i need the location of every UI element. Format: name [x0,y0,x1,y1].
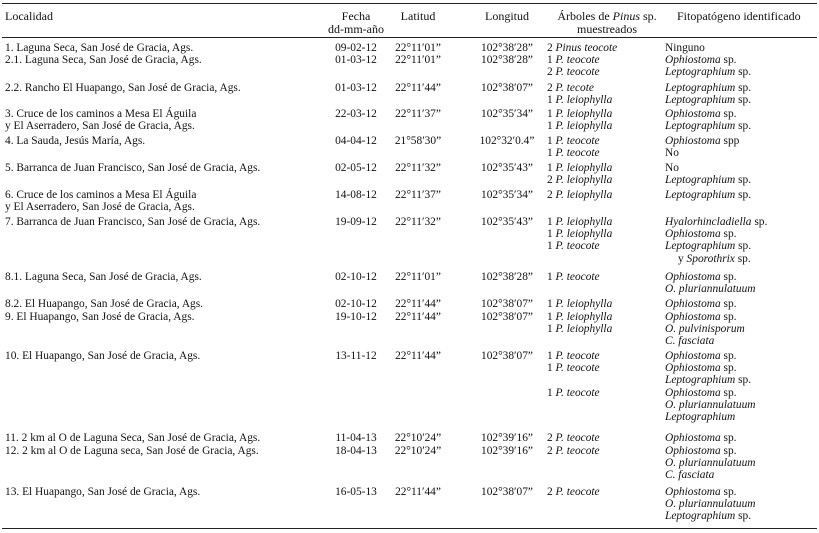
cell-localidad [5,350,200,362]
cell-fitopatogeno [665,189,751,201]
fitopatogeno-name: Ophiostoma [665,445,721,457]
localidad-line: 11. 2 km al O de Laguna Seca, San José de Gracia, Ags. [5,432,261,444]
fitopatogeno-line [665,240,767,252]
cell-fecha: 02-05-12 [335,162,377,174]
fitopatogeno-name: No [665,147,679,160]
arbol-line [547,350,600,362]
header-arboles [553,10,661,36]
fitopatogeno-line [665,486,756,498]
fitopatogeno-suffix: sp. [735,120,752,133]
fitopatogeno-line [665,335,745,347]
cell-fecha: 01-03-12 [335,54,377,66]
cell-fitopatogeno [665,486,756,523]
header-rule [2,37,817,38]
fitopatogeno-suffix: sp. [720,486,737,498]
arbol-line [547,228,612,240]
cell-longitud: 102°35′34” [481,189,533,201]
cell-localidad [5,486,200,498]
header-arboles-sp: sp. [643,9,657,23]
arbol-line [547,216,612,228]
localidad-line: 13. El Huapango, San José de Gracia, Ags. [5,486,201,498]
fitopatogeno-suffix: sp. [751,216,768,228]
cell-arboles [547,216,612,253]
cell-arboles [547,311,612,335]
fitopatogeno-line [665,298,737,310]
cell-latitud: 22°11′01” [395,271,441,283]
top-rule [2,3,817,4]
cell-arboles [547,82,612,106]
fitopatogeno-name: Ophiostoma [665,271,721,283]
cell-longitud: 102°39′16” [481,445,533,457]
fitopatogeno-line [665,350,756,362]
header-fitopatogeno: Fitopatógeno identificado [677,9,801,23]
fitopatogeno-name: Leptographium [665,120,736,133]
arbol-line [547,240,612,252]
cell-latitud: 22°11′44” [395,486,441,498]
localidad-line: 7. Barranca de Juan Francisco, San José de Gracia, Ags. [5,216,261,228]
arbol-line [547,432,600,444]
fitopatogeno-name: O. pluriannulatuum [665,283,756,296]
arbol-line [547,82,612,94]
header-arboles-text: Árboles de [557,9,610,23]
cell-fitopatogeno [665,311,745,348]
arbol-species: P. leiophylla [555,94,613,107]
cell-fitopatogeno [665,445,756,482]
fitopatogeno-line [665,42,705,54]
fitopatogeno-suffix: spp [720,135,740,147]
arbol-species: P. leiophylla [555,162,613,174]
header-fecha [320,10,392,36]
arbol-count: 1 [547,362,556,375]
arbol-species: P. teocote [555,486,600,498]
fitopatogeno-name: Leptographium [665,174,736,187]
cell-fitopatogeno [665,432,737,444]
cell-longitud: 102°38′07” [481,298,533,310]
cell-fitopatogeno [665,271,756,295]
arbol-count: 2 [547,486,556,498]
cell-fitopatogeno [665,216,767,265]
cell-localidad [5,445,259,457]
fitopatogeno-line [665,66,751,78]
arbol-species: P. teocote [555,135,600,147]
fitopatogeno-line [665,216,767,228]
arbol-species: P. leiophylla [555,120,613,133]
arbol-species: P. leiophylla [555,174,613,187]
cell-fitopatogeno [665,350,756,423]
localidad-line: 4. La Sauda, Jesús María, Ags. [5,135,146,147]
header-localidad: Localidad [5,9,53,23]
arbol-line [547,162,612,174]
cell-longitud: 102°35′43” [481,216,533,228]
arbol-species: P. leiophylla [555,108,613,120]
arbol-species: P. teocote [555,271,600,283]
fitopatogeno-name: Leptographium [665,240,736,253]
fitopatogeno-suffix: sp. [720,54,737,66]
fitopatogeno-line [665,510,756,522]
cell-fitopatogeno [665,42,705,54]
fitopatogeno-name: Leptographium [665,66,736,79]
fitopatogeno-name: Ophiostoma [665,108,721,120]
header-fecha-line2: dd-mm-año [328,22,384,36]
fitopatogeno-name: Ophiostoma [665,135,721,147]
localidad-line: y El Aserradero, San José de Gracia, Ags. [5,120,195,133]
arbol-species: P. leiophylla [555,298,613,310]
arbol-line [547,374,600,386]
cell-latitud: 22°10′24” [394,432,442,444]
cell-longitud: 102°38′28” [481,42,533,54]
fitopatogeno-name: Ophiostoma [665,432,721,444]
fitopatogeno-name: Leptographium [665,510,736,523]
arbol-count: 1 [547,135,556,147]
fitopatogeno-suffix: sp. [720,271,737,283]
fitopatogeno-suffix: sp. [720,362,737,375]
fitopatogeno-name: Ophiostoma [665,350,721,362]
fitopatogeno-suffix: sp. [735,189,752,201]
cell-localidad [5,311,195,323]
fitopatogeno-line [665,399,756,411]
cell-fecha: 16-05-13 [335,486,377,498]
arbol-species: P. teocote [555,432,600,444]
localidad-line: 2.2. Rancho El Huapango, San José de Gracia, Ags. [5,82,241,94]
arbol-species: P. leiophylla [555,323,613,336]
fitopatogeno-suffix: sp. [720,386,737,399]
cell-fecha: 11-04-13 [335,432,377,444]
fitopatogeno-suffix: sp. [734,252,751,265]
arbol-count: 1 [547,298,556,310]
fitopatogeno-line [665,432,737,444]
fitopatogeno-name: Ninguno [665,42,705,54]
cell-fecha: 01-03-12 [335,82,377,94]
cell-fitopatogeno [665,108,751,132]
arbol-line [547,174,612,186]
arbol-line [547,387,600,399]
fitopatogeno-line [665,82,751,94]
bottom-rule [2,528,817,529]
cell-arboles [547,135,600,159]
cell-localidad [5,82,241,94]
arbol-species: P. teocote [555,240,600,253]
fitopatogeno-suffix: sp. [720,298,737,310]
cell-fitopatogeno [665,162,751,186]
fitopatogeno-line [665,147,739,159]
arbol-count: 1 [547,216,556,228]
localidad-line: 8.1. Laguna Seca, San José de Gracia, Ags. [5,271,202,283]
arbol-line [547,54,600,66]
fitopatogeno-name: Ophiostoma [665,362,721,375]
fitopatogeno-name: No [665,162,679,174]
cell-longitud: 102°32′0.4” [479,135,535,147]
fitopatogeno-line [665,374,756,386]
cell-arboles [547,271,600,283]
arbol-count: 1 [547,271,556,283]
cell-longitud: 102°35′34” [481,108,533,120]
arbol-count: 1 [547,228,556,241]
cell-latitud: 21°58′30” [394,135,442,147]
arbol-species: Pinus teocote [555,42,618,54]
arbol-line [547,445,600,457]
cell-latitud: 22°11′44” [395,298,441,310]
fitopatogeno-line [665,189,751,201]
fitopatogeno-name: Leptographium [665,189,736,201]
cell-longitud: 102°38′07” [481,311,533,323]
fitopatogeno-suffix: sp. [735,240,752,253]
fitopatogeno-name: Leptographium [665,410,736,423]
fitopatogeno-line [665,469,756,481]
arbol-species: P. leiophylla [555,228,613,241]
arbol-species: P. teocote [555,445,600,457]
cell-latitud: 22°11′44” [395,82,441,94]
arbol-line [547,189,612,201]
fitopatogeno-name: Ophiostoma [665,311,721,323]
arbol-count: 1 [547,311,556,323]
header-fecha-line1: Fecha [341,9,371,23]
cell-localidad [5,42,193,54]
fitopatogeno-line [665,174,751,186]
fitopatogeno-name: Leptographium [665,82,736,94]
fitopatogeno-line [665,362,756,374]
arbol-count: 2 [547,42,556,54]
fitopatogeno-line [665,311,745,323]
fitopatogeno-line [665,135,739,147]
fitopatogeno-line [665,54,751,66]
fitopatogeno-suffix: sp. [735,510,752,523]
header-arboles-genus: Pinus [612,9,640,23]
cell-arboles [547,298,612,310]
arbol-count: 1 [547,240,556,253]
arbol-count: 1 [547,120,556,133]
fitopatogeno-name: O. pluriannulatuum [665,498,756,511]
cell-fitopatogeno [665,82,751,106]
cell-arboles [547,350,600,399]
arbol-count: 2 [547,432,556,444]
arbol-line [547,147,600,159]
cell-longitud: 102°38′07” [481,486,533,498]
header-arboles-line2: muestreados [577,22,637,36]
fitopatogeno-suffix: sp. [735,94,752,107]
fitopatogeno-name: Leptographium [665,374,736,387]
arbol-count: 1 [547,350,556,362]
fitopatogeno-line [665,283,756,295]
cell-localidad [5,189,196,213]
fitopatogeno-line [665,323,745,335]
fitopatogeno-suffix: sp. [720,432,737,444]
fitopatogeno-name: Ophiostoma [665,298,721,310]
localidad-line: 6. Cruce de los caminos a Mesa El Águila [5,189,197,201]
arbol-count: 2 [547,189,556,201]
arbol-count: 2 [547,445,556,457]
arbol-species: P. teocote [555,147,600,160]
fitopatogeno-name: O. pulvinisporum [665,323,745,336]
arbol-species: P. teocote [555,362,600,375]
fitopatogeno-line [665,94,751,106]
arbol-line [547,94,612,106]
arbol-line [547,42,617,54]
arbol-count: 1 [547,108,556,120]
cell-fecha: 02-10-12 [335,298,377,310]
cell-arboles [547,432,600,444]
localidad-line: 8.2. El Huapango, San José de Gracia, Ags. [5,298,204,310]
cell-arboles [547,445,600,457]
fitopatogeno-line [665,457,756,469]
arbol-count: 1 [547,147,556,160]
cell-longitud: 102°39′16” [481,432,533,444]
fitopatogeno-line [665,271,756,283]
cell-localidad [5,216,260,228]
fitopatogeno-name: Ophiostoma [665,228,721,241]
cell-fecha: 22-03-12 [335,108,377,120]
fitopatogeno-line [665,228,767,240]
arbol-species: P. tecote [555,82,594,94]
fitopatogeno-suffix: sp. [720,311,737,323]
arbol-count: 1 [547,323,556,336]
fitopatogeno-line [665,120,751,132]
fitopatogeno-prefix: y [678,252,687,265]
arbol-line [547,271,600,283]
arbol-line [547,120,612,132]
cell-latitud: 22°11′01” [395,42,441,54]
localidad-line: 12. 2 km al O de Laguna seca, San José de Gracia, Ags. [5,445,259,457]
arbol-species: P. leiophylla [555,311,613,323]
arbol-count: 1 [547,386,556,399]
arbol-line [547,66,600,78]
arbol-line [547,135,600,147]
arbol-line [547,311,612,323]
cell-arboles [547,108,612,132]
fitopatogeno-line [665,445,756,457]
header-latitud: Latitud [400,9,436,23]
localidad-line: 10. El Huapango, San José de Gracia, Ags. [5,350,201,362]
fitopatogeno-name: Ophiostoma [665,386,721,399]
arbol-species: P. teocote [555,66,600,79]
cell-longitud: 102°38′07” [481,82,533,94]
cell-fecha: 19-09-12 [335,216,377,228]
fitopatogeno-line [665,162,751,174]
cell-arboles [547,189,612,201]
cell-localidad [5,108,196,132]
fitopatogeno-line [665,253,767,265]
localidad-line: 1. Laguna Seca, San José de Gracia, Ags. [5,42,194,54]
cell-latitud: 22°11′32” [395,162,441,174]
fitopatogeno-name: Leptographium [665,94,736,107]
localidad-line: 5. Barranca de Juan Francisco, San José de Gracia, Ags. [5,162,261,174]
arbol-count: 2 [547,82,556,94]
cell-longitud: 102°38′07” [481,350,533,362]
cell-fecha: 18-04-13 [335,445,377,457]
fitopatogeno-suffix: sp. [720,228,737,241]
fitopatogeno-name: Hyalorhincladiella [665,216,752,228]
fitopatogeno-suffix: sp. [735,174,752,187]
arbol-count: 1 [547,162,556,174]
cell-localidad [5,271,202,283]
cell-fecha: 04-04-12 [335,135,377,147]
arbol-line [547,486,600,498]
fitopatogeno-suffix: sp. [735,82,752,94]
fitopatogeno-line [665,108,751,120]
cell-fitopatogeno [665,54,751,78]
fitopatogeno-suffix: sp. [720,350,737,362]
cell-arboles [547,42,617,54]
cell-localidad [5,298,203,310]
cell-latitud: 22°11′32” [395,216,441,228]
header-longitud: Longitud [485,9,529,23]
arbol-count: 1 [547,54,556,66]
cell-latitud: 22°11′37” [395,108,441,120]
cell-longitud: 102°38′28” [481,271,533,283]
arbol-species: P. leiophylla [555,189,613,201]
localidad-line: 3. Cruce de los caminos a Mesa El Águila [5,108,197,120]
arbol-count: 2 [547,174,556,187]
arbol-line [547,298,612,310]
localidad-line: 9. El Huapango, San José de Gracia, Ags. [5,311,195,323]
cell-fecha: 09-02-12 [335,42,377,54]
cell-fitopatogeno [665,135,739,159]
arbol-species: P. teocote [555,386,600,399]
fitopatogeno-suffix: sp. [720,108,737,120]
fitopatogeno-name: Sporothrix [686,252,735,265]
cell-fitopatogeno [665,298,737,310]
fitopatogeno-name: Ophiostoma [665,54,721,66]
arbol-species: P. teocote [555,350,600,362]
cell-arboles [547,54,600,78]
cell-localidad [5,162,260,174]
localidad-line: 2.1. Laguna Seca, San José de Gracia, Ags. [5,54,202,66]
cell-localidad [5,54,202,66]
cell-arboles [547,162,612,186]
fitopatogeno-name: O. pluriannulatuum [665,457,756,470]
cell-localidad [5,432,260,444]
cell-latitud: 22°11′01” [395,54,441,66]
fitopatogeno-name: C. fasciata [665,469,715,482]
cell-latitud: 22°11′37” [395,189,441,201]
fitopatogeno-name: Ophiostoma [665,486,721,498]
arbol-line [547,362,600,374]
cell-fecha: 14-08-12 [335,189,377,201]
arbol-count: 2 [547,66,556,79]
cell-fecha: 19-10-12 [335,311,377,323]
cell-longitud: 102°38′28” [481,54,533,66]
cell-arboles [547,486,600,498]
cell-localidad [5,135,145,147]
fitopatogeno-line [665,387,756,399]
cell-fecha: 02-10-12 [335,271,377,283]
arbol-line [547,323,612,335]
fitopatogeno-line [665,411,756,423]
fitopatogeno-name: C. fasciata [665,335,715,348]
arbol-species: P. teocote [555,54,600,66]
fitopatogeno-line [665,498,756,510]
fitopatogeno-suffix: sp. [720,445,737,457]
cell-fecha: 13-11-12 [335,350,377,362]
arbol-species: P. leiophylla [555,216,613,228]
cell-latitud: 22°11′44” [395,311,441,323]
fitopatogeno-suffix: sp. [735,374,752,387]
fitopatogeno-name: O. pluriannulatuum [665,398,756,411]
cell-longitud: 102°35′43” [481,162,533,174]
cell-latitud: 22°10′24” [394,445,442,457]
arbol-count: 1 [547,94,556,107]
arbol-line [547,108,612,120]
fitopatogeno-suffix: sp. [735,66,752,79]
cell-latitud: 22°11′44” [395,350,441,362]
localidad-line: y El Aserradero, San José de Gracia, Ags. [5,201,195,214]
